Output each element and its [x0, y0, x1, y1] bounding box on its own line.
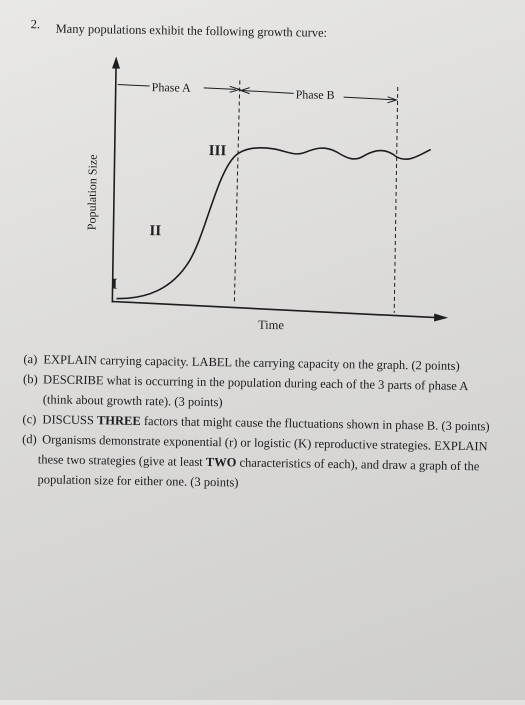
question-number: 2. — [30, 17, 41, 32]
part-a-text: EXPLAIN carrying capacity. LABEL the carrying capacity on the graph. (2 points) — [43, 352, 460, 373]
growth-curve — [116, 142, 430, 304]
part-a-label: (a) — [23, 352, 38, 367]
part-d-label: (d) — [22, 432, 37, 447]
phase-divider-a-b — [234, 80, 240, 304]
question-prompt: Many populations exhibit the following growth curve: — [55, 21, 328, 40]
phase-b-label: Phase B — [295, 87, 335, 102]
part-b-line-2: (think about growth rate). (3 points) — [42, 392, 223, 410]
phase-b-line-right — [344, 97, 396, 100]
stage-2-label: II — [149, 223, 162, 240]
stage-3-label: III — [208, 142, 227, 160]
part-c-post: factors that might cause the fluctuations shown in phase B. (3 points) — [140, 413, 490, 434]
y-axis — [112, 61, 116, 303]
part-d-line-2-pre: these two strategies (give at least — [37, 452, 206, 469]
part-c-pre: DISCUSS — [42, 412, 98, 428]
part-c-bold: THREE — [96, 413, 141, 428]
stage-1-label: I — [111, 276, 118, 293]
part-b-line-1: DESCRIBE what is occurring in the population during each of the 3 parts of phase A — [43, 372, 469, 394]
part-d-line-3: population size for either one. (3 points) — [37, 472, 239, 490]
phase-a-line-left — [118, 85, 150, 87]
x-axis-arrow — [434, 314, 448, 322]
phase-a-label: Phase A — [151, 80, 191, 95]
part-b-label: (b) — [23, 372, 38, 387]
part-d-line-2-bold: TWO — [205, 454, 237, 470]
part-d-line-2-post: characteristics of each), and draw a graph of the — [236, 455, 480, 474]
x-axis-label: Time — [257, 317, 285, 333]
question-parts — [21, 349, 513, 497]
phase-divider-end — [394, 87, 398, 313]
y-axis-label: Population Size — [84, 154, 100, 231]
y-axis-arrow — [112, 56, 120, 68]
phase-b-line-left — [242, 91, 294, 94]
part-c-label: (c) — [22, 412, 37, 427]
part-d-line-1: Organisms demonstrate exponential (r) or logistic (K) reproductive strategies. EXPLAIN — [42, 432, 488, 454]
phase-a-line-right — [204, 88, 236, 90]
x-axis — [112, 301, 436, 317]
